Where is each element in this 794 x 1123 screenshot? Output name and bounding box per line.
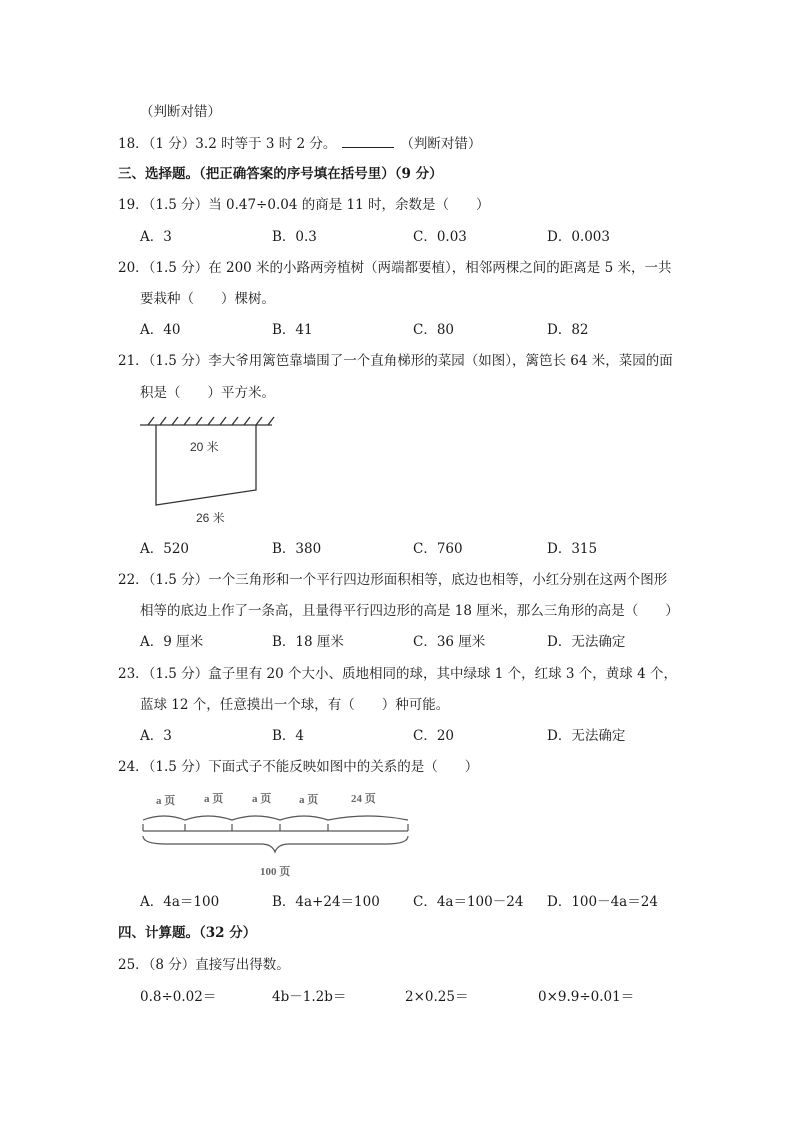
- q20-option-a[interactable]: A．40: [140, 322, 181, 338]
- segment-label-3: a 页: [252, 793, 272, 805]
- calc-item-1: 0.8÷0.02＝: [140, 989, 217, 1005]
- segment-label-2: a 页: [204, 793, 224, 805]
- question-18: [118, 134, 481, 153]
- section-3-title: 三、选择题。（把正确答案的序号填在括号里）（9 分）: [118, 166, 443, 182]
- total-label: 100 页: [260, 866, 291, 878]
- q23-option-b[interactable]: B．4: [272, 728, 305, 744]
- q22-option-b[interactable]: B．18 厘米: [272, 634, 344, 650]
- q24-option-c[interactable]: C．4a＝100－24: [413, 894, 524, 910]
- question-19-text: 19．（1.5 分）当 0.47÷0.04 的商是 11 时，余数是（ ）: [118, 197, 490, 213]
- segment-diagram-figure: [136, 786, 416, 880]
- question-20-line2: 要栽种（ ）棵树。: [140, 291, 275, 307]
- trapezoid-garden-figure: [138, 415, 278, 530]
- q21-option-b[interactable]: B．380: [272, 541, 322, 557]
- q23-option-c[interactable]: C．20: [413, 728, 455, 744]
- q21-option-d[interactable]: D．315: [547, 541, 598, 557]
- question-22-line2: 相等的底边上作了一条高，且量得平行四边形的高是 18 厘米，那么三角形的高是（ ）: [140, 603, 679, 619]
- q21-option-c[interactable]: C．760: [413, 541, 463, 557]
- question-20-line1: 20．（1.5 分）在 200 米的小路两旁植树（两端都要植），相邻两棵之间的距离是 5 米，一共: [118, 260, 672, 276]
- segment-label-5: 24 页: [351, 793, 376, 805]
- total-brace: [143, 836, 408, 852]
- segment-braces: [143, 816, 408, 820]
- q19-option-c[interactable]: C．0.03: [413, 229, 467, 245]
- answer-blank[interactable]: [342, 134, 394, 148]
- q19-option-b[interactable]: B．0.3: [272, 229, 317, 245]
- calc-item-2: 4b－1.2b＝: [272, 989, 347, 1005]
- prev-question-tail: （判断对错）: [140, 104, 221, 120]
- wall-hatching: [148, 417, 274, 425]
- q20-option-b[interactable]: B．41: [272, 322, 313, 338]
- q24-option-b[interactable]: B．4a+24＝100: [272, 894, 380, 910]
- q22-option-a[interactable]: A．9 厘米: [140, 634, 204, 650]
- q22-option-c[interactable]: C．36 厘米: [413, 634, 486, 650]
- question-23-line1: 23．（1.5 分）盒子里有 20 个大小、质地相同的球，其中绿球 1 个，红球 3 个，黄球 4 个，: [118, 666, 677, 682]
- section-4-title: 四、计算题。（32 分）: [118, 925, 257, 941]
- q24-option-a[interactable]: A．4a＝100: [140, 894, 220, 910]
- q22-option-d[interactable]: D．无法确定: [547, 634, 626, 650]
- question-21-line1: 21．（1.5 分）李大爷用篱笆靠墙围了一个直角梯形的菜园（如图），篱笆长 64 米，菜园的面: [118, 353, 673, 369]
- figure-bottom-label: 26 米: [196, 511, 225, 525]
- segment-label-1: a 页: [156, 795, 176, 807]
- question-18-suffix: （判断对错）: [400, 136, 482, 152]
- calc-item-4: 0×9.9÷0.01＝: [538, 989, 635, 1005]
- q20-option-d[interactable]: D．82: [547, 322, 589, 338]
- figure-top-label: 20 米: [190, 440, 219, 454]
- question-23-line2: 蓝球 12 个，任意摸出一个球，有（ ）种可能。: [140, 697, 450, 713]
- question-25-text: 25．（8 分）直接写出得数。: [118, 957, 290, 973]
- q21-option-a[interactable]: A．520: [140, 541, 190, 557]
- fence-outline: [156, 425, 256, 505]
- calc-item-3: 2×0.25＝: [405, 989, 469, 1005]
- question-22-line1: 22．（1.5 分）一个三角形和一个平行四边形面积相等，底边也相等，小红分别在这两个图形: [118, 572, 668, 588]
- q20-option-c[interactable]: C．80: [413, 322, 455, 338]
- question-18-text: 18．（1 分）3.2 时等于 3 时 2 分。: [118, 136, 337, 152]
- q19-option-d[interactable]: D．0.003: [547, 229, 610, 245]
- segment-label-4: a 页: [299, 794, 319, 806]
- question-24-text: 24．（1.5 分）下面式子不能反映如图中的关系的是（ ）: [118, 759, 479, 775]
- q23-option-a[interactable]: A．3: [140, 728, 172, 744]
- q24-option-d[interactable]: D．100－4a＝24: [547, 894, 658, 910]
- q19-option-a[interactable]: A．3: [140, 229, 172, 245]
- question-21-line2: 积是（ ）平方米。: [140, 385, 275, 401]
- q23-option-d[interactable]: D．无法确定: [547, 728, 626, 744]
